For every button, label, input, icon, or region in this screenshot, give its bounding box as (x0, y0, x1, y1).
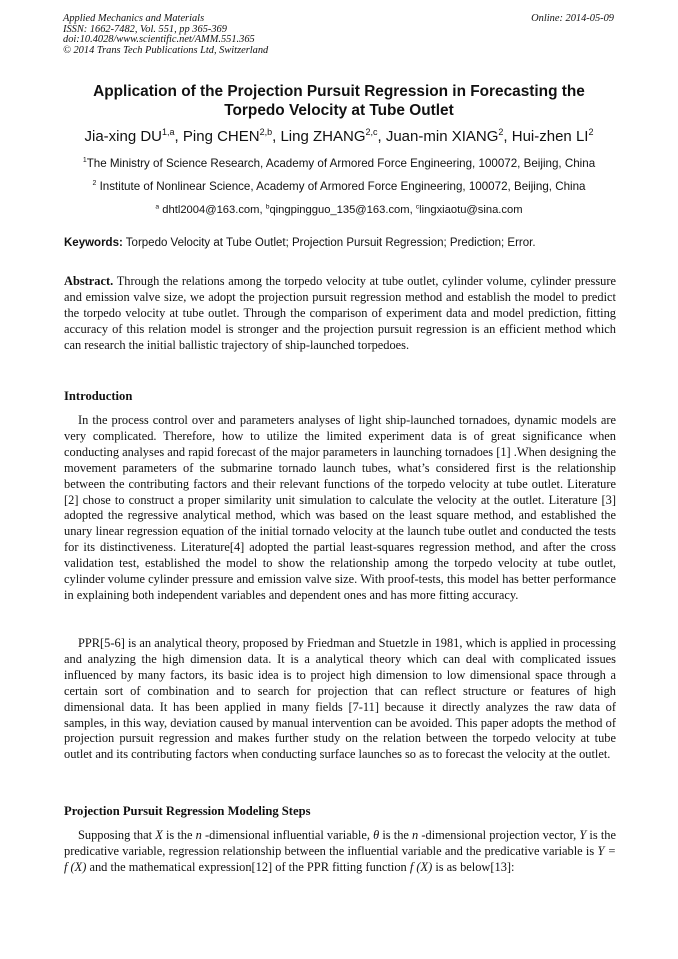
author-name: Hui-zhen LI (511, 128, 589, 145)
math-equation: Y = f (X) (64, 843, 616, 874)
email-address: qingpingguo_135@163.com (269, 204, 410, 216)
ppr-text: is the (379, 828, 413, 842)
math-x: X (155, 828, 163, 842)
abstract-label: Abstract. (64, 274, 114, 288)
email-list: $^a$ dhtl2004@163.com, $^b$qingpingguo_135@163.com, $^c$lingxiaotu@sina.com (155, 203, 523, 216)
introduction-heading: Introduction (64, 389, 133, 403)
title-line-1: Application of the Projection Pursuit Regression in Forecasting the (93, 83, 585, 100)
ppr-text: is the predicative variable, regression relationship between the influential variable and the predicative variable is (64, 828, 616, 858)
affiliation-sup: 2 (92, 180, 97, 188)
affiliation-text: The Ministry of Science Research, Academy of Armored Force Engineering, 100072, Beijing, China (86, 157, 596, 170)
author-name: Jia-xing DU (84, 128, 163, 145)
copyright-line: © 2014 Trans Tech Publications Ltd, Switzerland (63, 44, 269, 56)
math-fx: f (X) (409, 859, 433, 874)
math-y: Y (579, 828, 587, 842)
email-sup: c (415, 203, 420, 211)
affiliation-1 (40, 157, 638, 171)
keywords-label: Keywords: (64, 237, 123, 249)
ppr-text: -dimensional projection vector, (418, 828, 580, 842)
email-sup: b (265, 203, 270, 211)
author-sup: 2,b (259, 127, 273, 137)
ppr-text: Supposing that (78, 828, 156, 842)
ppr-text: is the (162, 828, 196, 842)
author-sup: 2 (588, 127, 594, 137)
keywords (64, 236, 616, 250)
ppr-paragraph (64, 828, 616, 876)
intro-paragraph-1: In the process control over and parameters analyses of light ship-launched tornadoes, dynamic models are very complicated. Therefore, how to utilize the limited experiment data is of great significance when conducting analyses and rapid forecast of the major parameters in launching tornadoes [1] .When designing the movement parameters of the submarine tornado launch tubes, what’s considered first is the relationship between the contributing factors and their relevant functions of the torpedo velocity at tube outlet. Literature [2] chose to construct a proper similarity unit simulation to calculate the velocity at the outlet. Literature [3] adopted the regressive analytical method, which was based on the least square method, and established the unary linear regression equation of the initial tornado velocity at the launch tube outlet and conducted the tests for its distinctiveness. Literature[4] adopted the partial least-squares regression method, and after the cross validation test, established the model to show the relationship among the torpedo velocity at tube outlet, cylinder volume cylinder pressure and emission valve size. With proof-tests, this model has better performance in explaining both independent variables and dependent ones and has more fitting accuracy. (64, 413, 616, 602)
author-sup: 2 (498, 127, 504, 137)
title-line-2: Torpedo Velocity at Tube Outlet (224, 102, 454, 119)
keywords-text: Torpedo Velocity at Tube Outlet; Projection Pursuit Regression; Prediction; Error. (125, 237, 536, 249)
abstract-text: Through the relations among the torpedo velocity at tube outlet, cylinder volume, cylinder pressure and emission valve size, we adopt the projection pursuit regression method and establish the model to predict the torpedo velocity at tube outlet. Through the comparison of experiment data and model prediction, fitting accuracy of this relation model is stronger and the projection pursuit regression is an efficient method which can research the initial ballistic trajectory of ship-launched torpedoes. (64, 274, 617, 352)
ppr-text: is as below[13]: (432, 859, 515, 874)
affiliation-sup: 1 (82, 157, 87, 165)
email-sup: a (155, 203, 160, 211)
math-n: n (195, 828, 202, 842)
online-date: Online: 2014-05-09 (531, 13, 614, 24)
journal-header (63, 14, 268, 56)
author-sup: 2,c (365, 127, 378, 137)
journal-name: Applied Mechanics and Materials (63, 13, 205, 24)
ppr-section-heading: Projection Pursuit Regression Modeling Steps (64, 804, 311, 818)
author-name: Juan-min XIANG (385, 128, 499, 145)
issn-line: ISSN: 1662-7482, Vol. 551, pp 365-369 (63, 23, 227, 35)
author-name: Ling ZHANG (280, 128, 366, 145)
math-theta: θ (373, 828, 380, 842)
ppr-text: -dimensional influential variable, (201, 828, 374, 842)
affiliation-2 (40, 180, 638, 194)
email-address: lingxiaotu@sina.com (419, 204, 523, 216)
intro-paragraph-2: PPR[5-6] is an analytical theory, proposed by Friedman and Stuetzle in 1981, which is applied in processing and analyzing the high dimension data. It is a analytical theory which can deal with complicated issues influenced by many factors, its basic idea is to project high dimension to low dimensional space through a certain sort of combination and to search for projection that can reflect structure or features of high dimensional data. It has been applied in many fields [7-11] because it directly analyzes the raw data of samples, in this way, deviation caused by manual intervention can be avoided. This paper adopts the method of projection pursuit regression and makes further study on the relation between the torpedo velocity at tube outlet and its contributing factors when conducting surface launches so as to forecast the velocity at the outlet. (64, 636, 616, 762)
author-name: Ping CHEN (182, 128, 260, 145)
math-n: n (412, 828, 419, 842)
ppr-text: and the mathematical expression[12] of the PPR fitting function (86, 859, 410, 874)
author-list: Jia-xing DU$^{1,a}$, Ping CHEN$^{2,b}$, Ling ZHANG$^{2,c}$, Juan-min XIANG$^2$, Hui-zhen $LI^2$ (84, 127, 594, 145)
abstract (64, 274, 616, 354)
affiliation-text: Institute of Nonlinear Science, Academy of Armored Force Engineering, 100072, Beijing, China (99, 180, 586, 193)
doi-line: doi:10.4028/www.scientific.net/AMM.551.365 (63, 34, 255, 46)
email-address: dhtl2004@163.com (162, 204, 260, 216)
paper-title (60, 82, 618, 120)
author-sup: 1,a (162, 127, 175, 137)
